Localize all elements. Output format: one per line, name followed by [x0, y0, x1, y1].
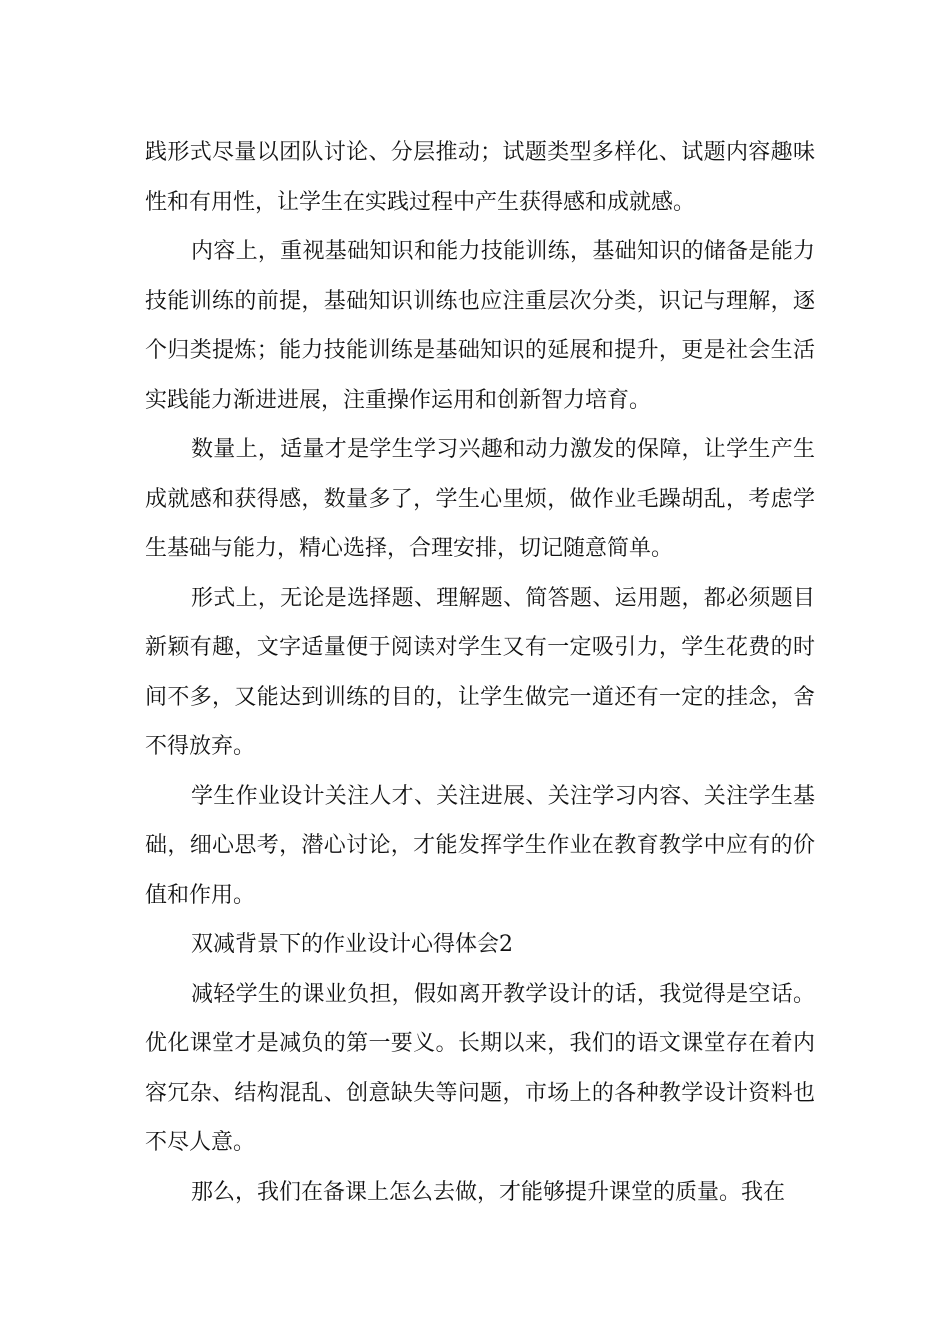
paragraph-continuation: 践形式尽量以团队讨论、分层推动；试题类型多样化、试题内容趣味性和有用性，让学生在实践过程中产生获得感和成就感。	[145, 140, 815, 215]
section-heading: 双减背景下的作业设计心得体会2	[191, 932, 513, 957]
document-body	[145, 128, 815, 1217]
paragraph-burden: 减轻学生的课业负担，假如离开教学设计的话，我觉得是空话。优化课堂才是减负的第一要义。长期以来，我们的语文课堂存在着内容冗杂、结构混乱、创意缺失等问题，市场上的各种教学设计资料也不尽人意。	[145, 981, 815, 1155]
paragraph-summary: 学生作业设计关注人才、关注进展、关注学习内容、关注学生基础，细心思考，潜心讨论，才能发挥学生作业在教育教学中应有的价值和作用。	[145, 783, 815, 908]
paragraph-lesson-prep: 那么，我们在备课上怎么去做，才能够提升课堂的质量。我在	[191, 1179, 786, 1205]
paragraph-content: 内容上，重视基础知识和能力技能训练，基础知识的储备是能力技能训练的前提，基础知识训练也应注重层次分类，识记与理解，逐个归类提炼；能力技能训练是基础知识的延展和提升，更是社会生活实践能力渐进进展，注重操作运用和创新智力培育。	[145, 239, 815, 413]
paragraph-form: 形式上，无论是选择题、理解题、简答题、运用题，都必须题目新颖有趣，文字适量便于阅读对学生又有一定吸引力，学生花费的时间不多，又能达到训练的目的，让学生做完一道还有一定的挂念，舍不得放弃。	[145, 585, 815, 759]
paragraph-quantity: 数量上，适量才是学生学习兴趣和动力激发的保障，让学生产生成就感和获得感，数量多了，学生心里烦，做作业毛躁胡乱，考虑学生基础与能力，精心选择，合理安排，切记随意简单。	[145, 437, 815, 561]
